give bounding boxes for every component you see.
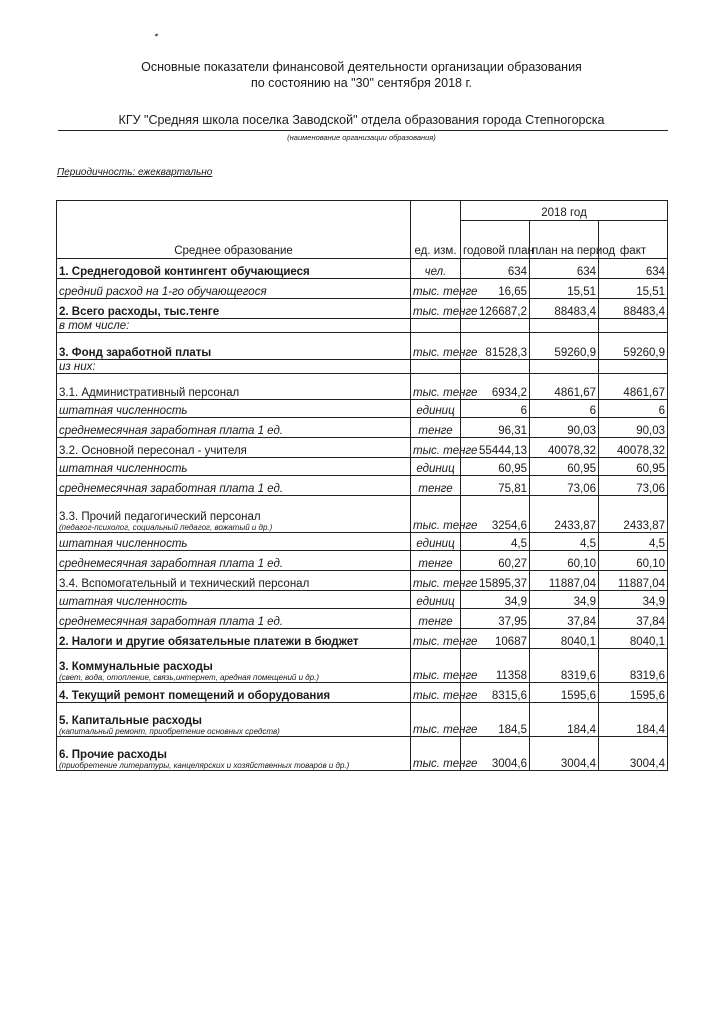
row-label-cell [57, 418, 411, 438]
header-unit: ед. изм. [411, 201, 461, 259]
row-label: среднемесячная заработная плата 1 ед. [59, 425, 283, 437]
row-label-cell [57, 458, 411, 476]
table-row [57, 683, 668, 703]
row-value-annual: 3004,6 [461, 737, 530, 771]
row-value-annual: 60,27 [461, 551, 530, 571]
row-value-fact: 60,10 [599, 551, 668, 571]
row-sublabel: (педагог-психолог, социальный педагог, вожатый и др.) [59, 523, 273, 532]
row-value-annual: 11358 [461, 649, 530, 683]
row-sublabel: (капитальный ремонт, приобретение основных средств) [59, 727, 280, 736]
report-title-line1: Основные показатели финансовой деятельности организации образования [141, 60, 582, 74]
row-unit: единиц [411, 591, 461, 609]
row-sublabel: (свет, вода, отопление, связь,интернет, аредная помещений и др.) [59, 673, 320, 682]
row-value-fact: 34,9 [599, 591, 668, 609]
row-label: из них: [59, 360, 96, 373]
row-label-cell [57, 400, 411, 418]
row-value-period: 88483,4 [530, 299, 599, 319]
row-unit: тыс. тенге [411, 703, 461, 737]
row-value-annual: 3254,6 [461, 496, 530, 533]
row-unit: тыс. тенге [411, 683, 461, 703]
row-value-fact: 88483,4 [599, 299, 668, 319]
row-label-cell [57, 591, 411, 609]
row-label: 3. Фонд заработной платы [59, 347, 212, 359]
row-value-fact: 184,4 [599, 703, 668, 737]
row-label-cell [57, 279, 411, 299]
row-value-fact: 6 [599, 400, 668, 418]
row-value-annual: 634 [461, 259, 530, 279]
row-value-annual: 60,95 [461, 458, 530, 476]
table-row [57, 571, 668, 591]
row-value-fact: 37,84 [599, 609, 668, 629]
row-label: штатная численность [59, 596, 188, 608]
table-row [57, 319, 668, 333]
row-label: 1. Среднегодовой контингент обучающиеся [59, 266, 310, 278]
row-value-fact: 1595,6 [599, 683, 668, 703]
row-value-annual: 10687 [461, 629, 530, 649]
table-row [57, 591, 668, 609]
row-unit: тыс. тенге [411, 571, 461, 591]
row-value-period: 2433,87 [530, 496, 599, 533]
row-value-annual: 81528,3 [461, 333, 530, 360]
row-unit: тенге [411, 551, 461, 571]
row-label: средний расход на 1-го обучающегося [59, 286, 267, 298]
row-label-cell [57, 319, 411, 333]
row-value-fact: 4861,67 [599, 374, 668, 400]
table-row [57, 476, 668, 496]
row-unit: тыс. тенге [411, 496, 461, 533]
table-row [57, 649, 668, 683]
row-label-cell [57, 299, 411, 319]
row-label: 3. Коммунальные расходы [59, 661, 213, 673]
row-label-cell [57, 629, 411, 649]
row-value-fact: 4,5 [599, 533, 668, 551]
row-label: 5. Капитальные расходы [59, 715, 202, 727]
row-label-cell [57, 476, 411, 496]
row-value-fact: 634 [599, 259, 668, 279]
table-row [57, 333, 668, 360]
row-value-period: 60,95 [530, 458, 599, 476]
row-label: штатная численность [59, 405, 188, 417]
row-value-period: 40078,32 [530, 438, 599, 458]
row-value-fact [599, 319, 668, 333]
row-label-cell [57, 683, 411, 703]
row-label: 2. Всего расходы, тыс.тенге [59, 306, 220, 318]
table-row [57, 609, 668, 629]
table-row [57, 374, 668, 400]
row-value-annual: 34,9 [461, 591, 530, 609]
row-value-annual: 6 [461, 400, 530, 418]
scan-speck [155, 33, 159, 36]
table-row [57, 496, 668, 533]
row-value-period: 73,06 [530, 476, 599, 496]
row-value-annual: 184,5 [461, 703, 530, 737]
table-row [57, 259, 668, 279]
row-value-period: 8040,1 [530, 629, 599, 649]
row-value-annual: 55444,13 [461, 438, 530, 458]
table-row [57, 418, 668, 438]
row-value-period [530, 319, 599, 333]
row-label: 3.4. Вспомогательный и технический персонал [59, 578, 310, 590]
row-unit [411, 360, 461, 374]
row-label: 3.1. Административный персонал [59, 387, 240, 399]
row-label: штатная численность [59, 538, 188, 550]
row-label-cell [57, 438, 411, 458]
row-value-fact: 3004,4 [599, 737, 668, 771]
row-label-cell [57, 737, 411, 771]
row-label: 4. Текущий ремонт помещений и оборудования [59, 690, 331, 702]
header-year: 2018 год [461, 201, 668, 221]
row-label: среднемесячная заработная плата 1 ед. [59, 616, 283, 628]
row-value-annual: 126687,2 [461, 299, 530, 319]
row-sublabel: (приобретение литературы, канцелярских и хозяйственных товаров и др.) [59, 761, 350, 770]
header-annual-plan: годовой план [461, 221, 530, 259]
row-label-cell [57, 333, 411, 360]
row-label-cell [57, 360, 411, 374]
table-row [57, 360, 668, 374]
table-row [57, 279, 668, 299]
header-name: Среднее образование [57, 201, 411, 259]
row-unit: тыс. тенге [411, 299, 461, 319]
row-unit: единиц [411, 458, 461, 476]
table-row [57, 438, 668, 458]
table-row [57, 737, 668, 771]
row-unit: тыс. тенге [411, 438, 461, 458]
table-row [57, 533, 668, 551]
table-row [57, 551, 668, 571]
row-value-annual [461, 319, 530, 333]
header-period-plan: план на период [530, 221, 599, 259]
row-unit: тыс. тенге [411, 737, 461, 771]
row-value-annual [461, 360, 530, 374]
report-title-line2: по состоянию на "30" сентября 2018 г. [250, 76, 472, 90]
row-label-cell [57, 571, 411, 591]
row-value-fact: 60,95 [599, 458, 668, 476]
row-unit: тенге [411, 476, 461, 496]
row-unit: тенге [411, 609, 461, 629]
row-label: среднемесячная заработная плата 1 ед. [59, 558, 283, 570]
organization-note: (наименование организации образования) [287, 133, 436, 142]
row-unit [411, 319, 461, 333]
organization-underline [58, 130, 668, 131]
row-value-period: 6 [530, 400, 599, 418]
table-row [57, 703, 668, 737]
header-fact: факт [599, 221, 668, 259]
row-label: 2. Налоги и другие обязательные платежи в бюджет [59, 636, 359, 648]
row-value-period: 8319,6 [530, 649, 599, 683]
row-label-cell [57, 551, 411, 571]
row-value-period: 60,10 [530, 551, 599, 571]
row-value-period: 4,5 [530, 533, 599, 551]
row-unit: единиц [411, 400, 461, 418]
row-value-fact: 2433,87 [599, 496, 668, 533]
row-value-fact: 8319,6 [599, 649, 668, 683]
row-value-period: 11887,04 [530, 571, 599, 591]
row-unit: тыс. тенге [411, 629, 461, 649]
row-label-cell [57, 533, 411, 551]
table-row [57, 400, 668, 418]
table-body [57, 259, 668, 771]
row-value-period: 3004,4 [530, 737, 599, 771]
table-row [57, 299, 668, 319]
row-value-period: 15,51 [530, 279, 599, 299]
table-row [57, 629, 668, 649]
row-label: среднемесячная заработная плата 1 ед. [59, 483, 283, 495]
row-value-annual: 96,31 [461, 418, 530, 438]
row-value-fact: 8040,1 [599, 629, 668, 649]
row-value-fact: 15,51 [599, 279, 668, 299]
row-unit: единиц [411, 533, 461, 551]
row-label-cell [57, 703, 411, 737]
row-label: штатная численность [59, 463, 188, 475]
row-value-period: 34,9 [530, 591, 599, 609]
row-value-annual: 15895,37 [461, 571, 530, 591]
row-value-fact: 73,06 [599, 476, 668, 496]
row-value-period: 37,84 [530, 609, 599, 629]
row-value-fact: 90,03 [599, 418, 668, 438]
row-value-annual: 4,5 [461, 533, 530, 551]
row-label-cell [57, 259, 411, 279]
row-label: 3.2. Основной пересонал - учителя [59, 445, 247, 457]
row-label-cell [57, 374, 411, 400]
row-label: 3.3. Прочий педагогический персонал [59, 511, 261, 523]
row-value-period: 1595,6 [530, 683, 599, 703]
row-label: 6. Прочие расходы [59, 749, 167, 761]
periodicity-label: Периодичность: ежеквартально [57, 167, 213, 178]
row-value-annual: 16,65 [461, 279, 530, 299]
row-value-period: 4861,67 [530, 374, 599, 400]
row-unit: тыс. тенге [411, 333, 461, 360]
row-label-cell [57, 609, 411, 629]
organization-name: КГУ "Средняя школа поселка Заводской" отдела образования города Степногорска [118, 113, 605, 127]
row-value-fact: 11887,04 [599, 571, 668, 591]
row-unit: тыс. тенге [411, 649, 461, 683]
row-value-period: 184,4 [530, 703, 599, 737]
row-label: в том числе: [59, 319, 130, 332]
row-value-period: 90,03 [530, 418, 599, 438]
financial-table [56, 200, 668, 771]
row-value-annual: 75,81 [461, 476, 530, 496]
row-value-period: 634 [530, 259, 599, 279]
row-unit: чел. [411, 259, 461, 279]
row-value-annual: 8315,6 [461, 683, 530, 703]
table-row [57, 458, 668, 476]
row-label-cell [57, 496, 411, 533]
row-value-annual: 37,95 [461, 609, 530, 629]
row-unit: тыс. тенге [411, 374, 461, 400]
row-value-fact: 59260,9 [599, 333, 668, 360]
row-label-cell [57, 649, 411, 683]
row-value-fact: 40078,32 [599, 438, 668, 458]
row-value-fact [599, 360, 668, 374]
row-unit: тенге [411, 418, 461, 438]
row-value-period [530, 360, 599, 374]
row-value-annual: 6934,2 [461, 374, 530, 400]
row-value-period: 59260,9 [530, 333, 599, 360]
row-unit: тыс. тенге [411, 279, 461, 299]
